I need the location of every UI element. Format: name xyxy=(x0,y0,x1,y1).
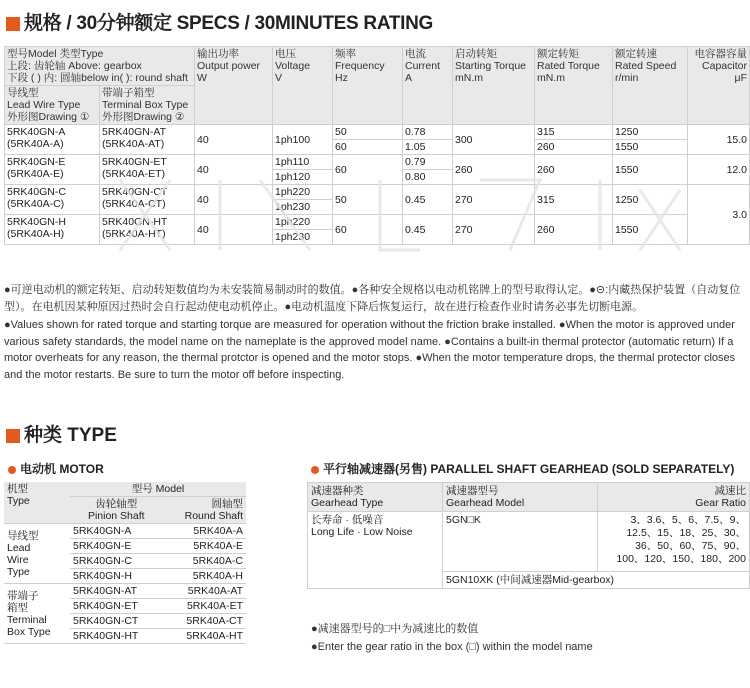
table-row: 1ph120 0.80 xyxy=(5,170,750,185)
table-row: 5RK40GN-E 5RK40A-E xyxy=(4,539,246,554)
current-header: 电流 Current A xyxy=(403,47,453,125)
model-type-header: 型号Model 类型Type 上段: 齿轮轴 Above: gearbox 下段 ( ) 内: 圆轴below in( ): round shaft xyxy=(5,47,195,86)
rated-torque-header: 额定转矩 Rated Torque mN.m xyxy=(535,47,613,125)
table-row: 长寿命 · 低噪音 Long Life · Low Noise 5GN□K 3、3.6、5、6、7.5、9、 12.5、15、18、25、30、 36、50、60、75、90、 100、120、150、180、200 xyxy=(308,512,750,572)
bullet-dot-icon xyxy=(8,466,16,474)
table-row: 5RK40GN-CT 5RK40A-CT xyxy=(4,614,246,629)
table-row: 5RK40GN-E (5RK40A-E) 5RK40GN-ET (5RK40A-ET) 40 1ph110 60 0.79 260 260 1550 12.0 xyxy=(5,155,750,170)
notes-cn: ●可逆电动机的额定转矩、启动转矩数值均为未安装简易制动时的数值。●各种安全规格以电动机铭牌上的型号取得认定。●⊝:内藏热保护装置（自动复位型）。在电机因某种原因过热时会自行起动使电动机停止。●电动机温度下降后恢复运行，故在进行检查作业时请务必事先切断电源。 xyxy=(4,284,741,313)
table-row: 5GN10XK (中间减速器Mid-gearbox) xyxy=(308,572,750,589)
notes-en: ●Values shown for rated torque and starting torque are measured for operation without the friction brake installed. ●When the motor is approved under various safety standards, the model name on the nameplate is the approved model name. ●Contains a built-in thermal protector (automatic return) If a motor overheats for any reason, the thermal protctor is opened and the motor stops. ●When the motor temperature drops, the thermal protector closes and the motor restarts. Be sure to turn the motor off before inspecting. xyxy=(4,319,736,381)
table-row: 导线型 Lead Wire Type 5RK40GN-A 5RK40A-A xyxy=(4,524,246,539)
table-row: 5RK40GN-ET 5RK40A-ET xyxy=(4,599,246,614)
motor-subtitle: 电动机 MOTOR xyxy=(8,460,104,477)
table-row: 1ph230 xyxy=(5,230,750,245)
voltage-header: 电压 Voltage V xyxy=(273,47,333,125)
spec-notes xyxy=(4,282,746,385)
table-row: 5RK40GN-C (5RK40A-C) 5RK40GN-CT (5RK40A-CT) 40 1ph220 50 0.45 270 315 1250 3.0 xyxy=(5,185,750,200)
capacitor-header: 电容器容量 Capacitor μF xyxy=(688,47,750,125)
bullet-dot-icon xyxy=(311,466,319,474)
gear-notes: ●减速器型号的□中为减速比的数值 ●Enter the gear ratio in the box (□) within the model name xyxy=(311,623,593,653)
table-row: 带端子 箱型 Terminal Box Type 5RK40GN-AT 5RK40A-AT xyxy=(4,584,246,599)
starting-torque-header: 启动转矩 Starting Torque mN.m xyxy=(453,47,535,125)
frequency-header: 频率 Frequency Hz xyxy=(333,47,403,125)
rated-speed-header: 额定转速 Rated Speed r/min xyxy=(613,47,688,125)
table-row: 5RK40GN-HT 5RK40A-HT xyxy=(4,629,246,644)
motor-table: 机型 Type 型号 Model 齿轮轴型 Pinion Shaft 圆轴型 Round Shaft 导线型 Lead Wire Type 5RK40GN-A 5RK40A-A 5RK40GN-E 5RK40A-E 5RK40GN-C 5RK40A-C 5RK40GN-H 5RK40A-H 带端子 箱型 Terminal Box Type 5RK40GN-AT 5RK40A-AT 5RK40GN-ET 5RK40A-ET 5RK40GN-CT 5RK40A-CT 5RK40GN-HT 5RK40A-HT xyxy=(4,482,246,644)
specs-table xyxy=(4,46,750,245)
table-row: 5RK40GN-A (5RK40A-A) 5RK40GN-AT (5RK40A-AT) 40 1ph100 50 0.78 300 315 1250 15.0 xyxy=(5,125,750,140)
table-row: 5RK40GN-H (5RK40A-H) 5RK40GN-HT (5RK40A-HT) 40 1ph220 60 0.45 270 260 1550 xyxy=(5,215,750,230)
terminal-box-header: 带端子箱型 Terminal Box Type 外形图Drawing ② xyxy=(100,86,195,125)
section-square-icon xyxy=(6,429,20,443)
gearhead-table: 减速器种类 Gearhead Type 减速器型号 Gearhead Model 减速比 Gear Ratio 长寿命 · 低噪音 Long Life · Low Noise 5GN□K 3、3.6、5、6、7.5、9、 12.5、15、18、25、30、 36、50、60、75、90、 100、120、150、180、200 5GN10XK (中间减速器Mid-gearbox) xyxy=(307,482,750,589)
table-row: 5RK40GN-H 5RK40A-H xyxy=(4,569,246,584)
table-row: 5RK40GN-C 5RK40A-C xyxy=(4,554,246,569)
output-header: 输出功率 Output power W xyxy=(195,47,273,125)
lead-wire-header: 导线型 Lead Wire Type 外形图Drawing ① xyxy=(5,86,100,125)
types-title: 种类 TYPE xyxy=(6,420,117,447)
table-row: 1ph230 xyxy=(5,200,750,215)
gear-subtitle: 平行轴减速器(另售) PARALLEL SHAFT GEARHEAD (SOLD SEPARATELY) xyxy=(311,460,734,477)
table-row: 60 1.05 260 1550 xyxy=(5,140,750,155)
section-square-icon xyxy=(6,17,20,31)
specs-title: 规格 / 30分钟额定 SPECS / 30MINUTES RATING xyxy=(6,8,433,35)
